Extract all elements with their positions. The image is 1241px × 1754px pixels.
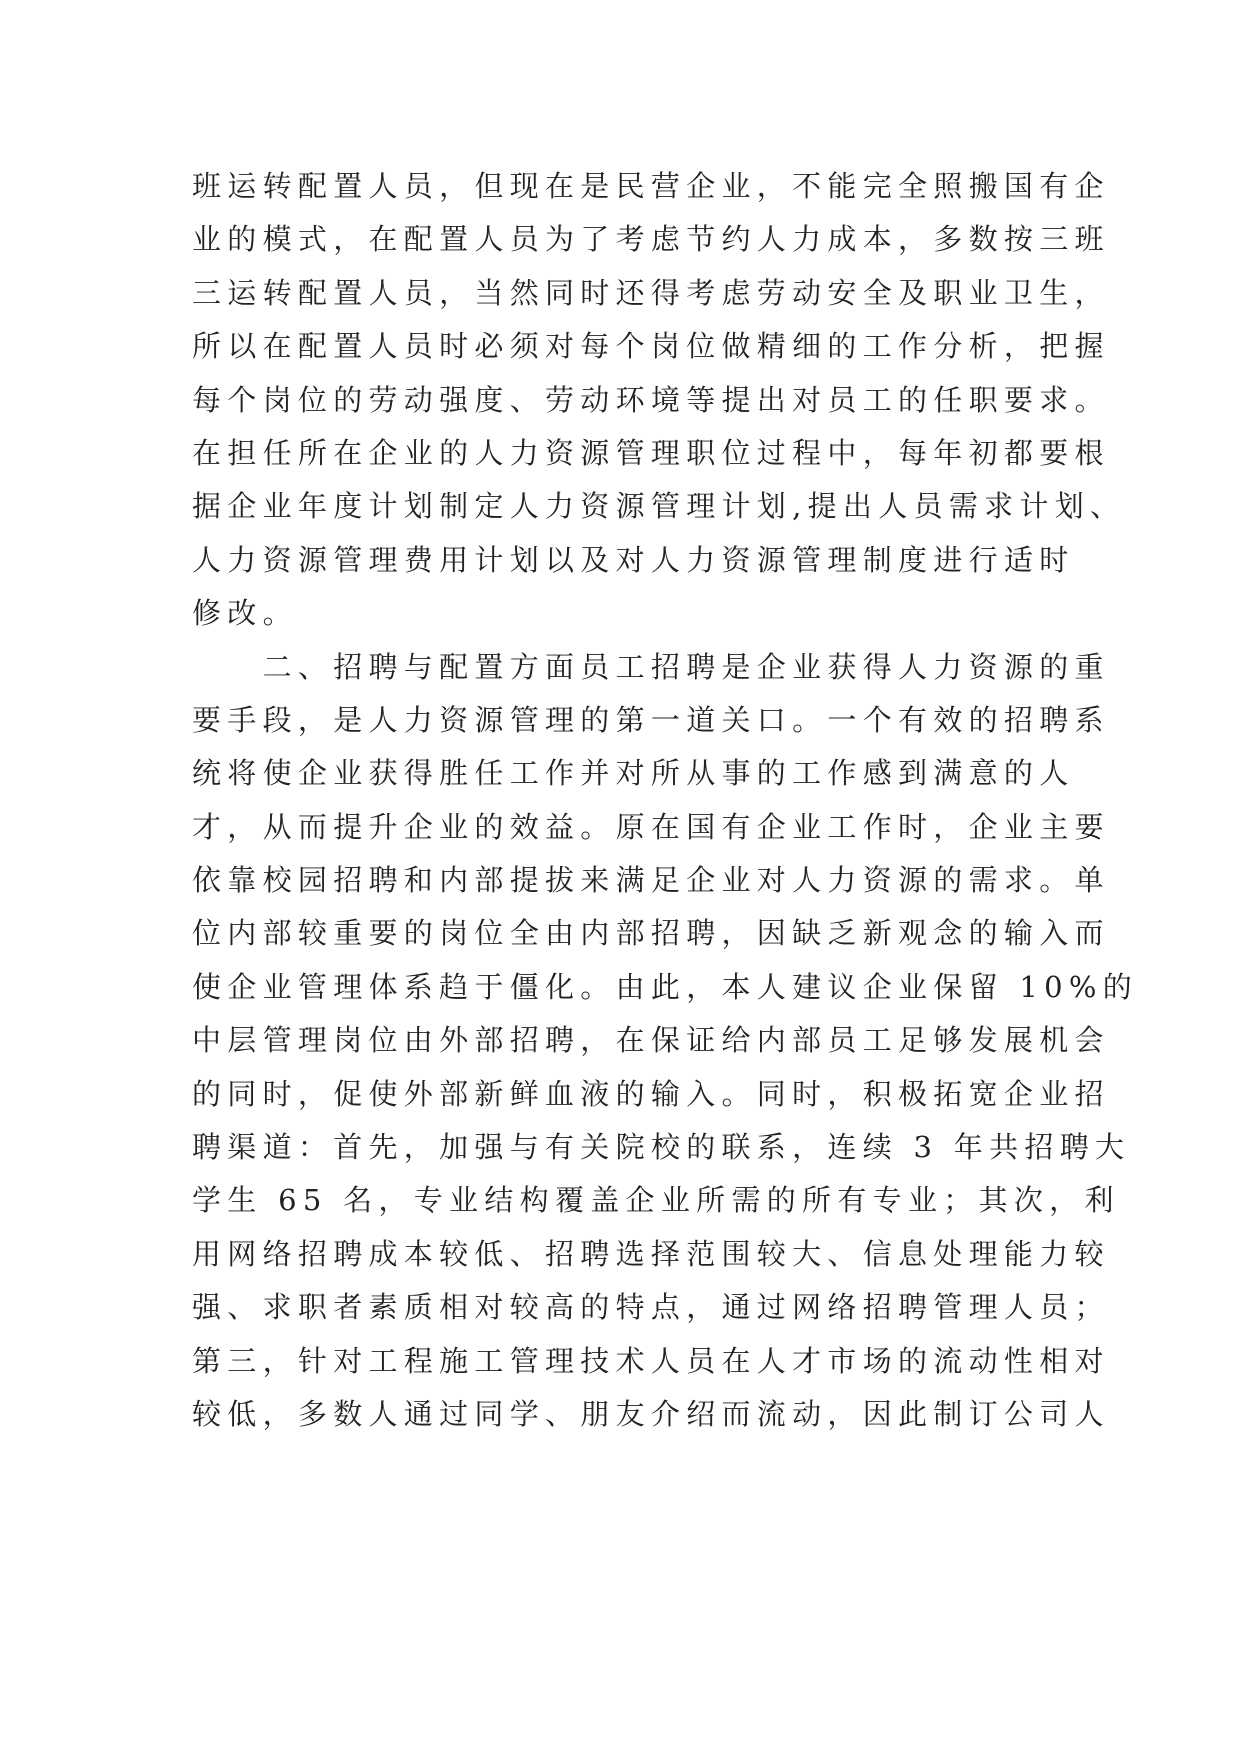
text-line-14: 依靠校园招聘和内部提拔来满足企业对人力资源的需求。单	[192, 863, 1110, 898]
text-line-23: 第三，针对工程施工管理技术人员在人才市场的流动性相对	[192, 1343, 1110, 1378]
text-line-17: 中层管理岗位由外部招聘，在保证给内部员工足够发展机会	[192, 1023, 1110, 1058]
text-line-1: 班运转配置人员，但现在是民营企业，不能完全照搬国有企	[192, 169, 1110, 203]
text-line-6: 在担任所在企业的人力资源管理职位过程中，每年初都要根	[192, 435, 1110, 470]
text-line-20: 学生 65 名，专业结构覆盖企业所需的所有专业；其次，利	[192, 1183, 1120, 1218]
text-line-18: 的同时，促使外部新鲜血液的输入。同时，积极拓宽企业招	[192, 1076, 1110, 1111]
text-line-2: 业的模式，在配置人员为了考虑节约人力成本，多数按三班	[192, 222, 1110, 257]
text-line-21: 用网络招聘成本较低、招聘选择范围较大、信息处理能力较	[192, 1236, 1110, 1271]
text-line-24: 较低，多数人通过同学、朋友介绍而流动，因此制订公司人	[192, 1396, 1110, 1431]
text-line-11: 要手段，是人力资源管理的第一道关口。一个有效的招聘系	[192, 702, 1110, 737]
text-line-9: 修改。	[192, 596, 298, 631]
text-line-22: 强、求职者素质相对较高的特点，通过网络招聘管理人员；	[192, 1290, 1110, 1325]
text-line-15: 位内部较重要的岗位全由内部招聘，因缺乏新观念的输入而	[192, 916, 1110, 951]
text-line-5: 每个岗位的劳动强度、劳动环境等提出对员工的任职要求。	[192, 382, 1110, 417]
text-line-8: 人力资源管理费用计划以及对人力资源管理制度进行适时	[192, 542, 1075, 577]
text-line-16: 使企业管理体系趋于僵化。由此，本人建议企业保留 10%的	[192, 969, 1139, 1004]
text-line-10: 二、招聘与配置方面员工招聘是企业获得人力资源的重	[192, 649, 1110, 684]
body-text	[192, 160, 1139, 1441]
text-line-19: 聘渠道：首先，加强与有关院校的联系，连续 3 年共招聘大	[192, 1130, 1131, 1165]
text-line-7: 据企业年度计划制定人力资源管理计划,提出人员需求计划、	[192, 489, 1126, 524]
text-line-12: 统将使企业获得胜任工作并对所从事的工作感到满意的人	[192, 756, 1075, 791]
text-line-3: 三运转配置人员，当然同时还得考虑劳动安全及职业卫生，	[192, 275, 1110, 310]
text-line-13: 才，从而提升企业的效益。原在国有企业工作时，企业主要	[192, 809, 1110, 844]
text-line-4: 所以在配置人员时必须对每个岗位做精细的工作分析，把握	[192, 329, 1110, 364]
